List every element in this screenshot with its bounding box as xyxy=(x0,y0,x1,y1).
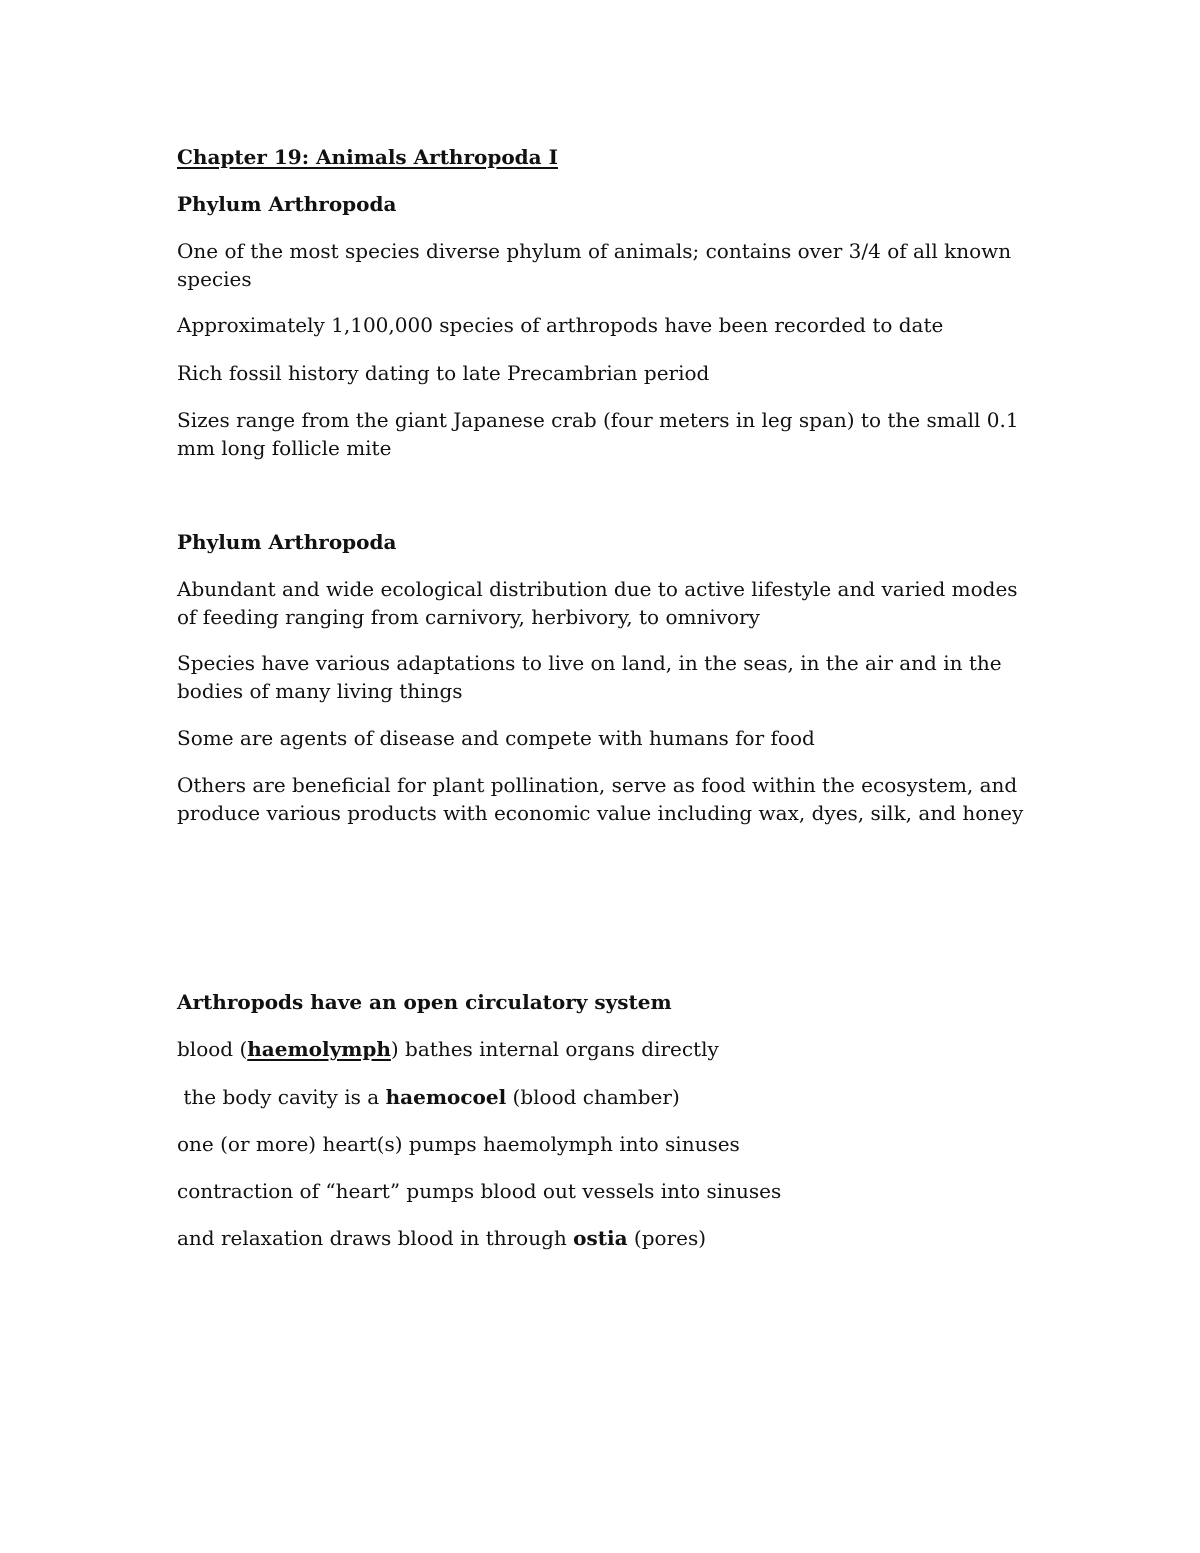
text-fragment: blood ( xyxy=(177,1037,248,1061)
circulatory-line-haemolymph xyxy=(177,1035,1037,1063)
term-haemocoel: haemocoel xyxy=(385,1085,507,1109)
section-heading: Phylum Arthropoda xyxy=(177,192,397,216)
text-fragment: the body cavity is a xyxy=(177,1085,386,1109)
circulatory-line-haemocoel xyxy=(177,1083,1037,1111)
section-heading: Phylum Arthropoda xyxy=(177,530,397,554)
term-haemolymph: haemolymph xyxy=(247,1037,391,1061)
paragraph: One of the most species diverse phylum of animals; contains over 3/4 of all known species xyxy=(177,239,1012,291)
term-ostia: ostia xyxy=(573,1226,628,1250)
circulatory-line-heart: one (or more) heart(s) pumps haemolymph into sinuses xyxy=(177,1132,740,1156)
paragraph: Rich fossil history dating to late Precambrian period xyxy=(177,361,710,385)
paragraph: Abundant and wide ecological distribution due to active lifestyle and varied modes of feeding ranging from carnivory, herbivory, to omnivory xyxy=(177,577,1018,629)
chapter-title: Chapter 19: Animals Arthropoda I xyxy=(177,145,558,169)
text-fragment: and relaxation draws blood in through xyxy=(177,1226,574,1250)
paragraph: Sizes range from the giant Japanese crab (four meters in leg span) to the small 0.1 mm long follicle mite xyxy=(177,408,1019,460)
section-heading: Arthropods have an open circulatory system xyxy=(177,990,672,1014)
paragraph: Species have various adaptations to live on land, in the seas, in the air and in the bodies of many living things xyxy=(177,651,1002,703)
circulatory-line-contraction: contraction of “heart” pumps blood out vessels into sinuses xyxy=(177,1179,782,1203)
paragraph: Approximately 1,100,000 species of arthropods have been recorded to date xyxy=(177,313,944,337)
text-fragment: (blood chamber) xyxy=(506,1085,680,1109)
text-fragment: (pores) xyxy=(627,1226,707,1250)
circulatory-line-ostia xyxy=(177,1224,1037,1252)
paragraph: Some are agents of disease and compete with humans for food xyxy=(177,726,815,750)
paragraph: Others are beneficial for plant pollination, serve as food within the ecosystem, and produce various products with economic value including wax, dyes, silk, and honey xyxy=(177,773,1024,825)
text-fragment: ) bathes internal organs directly xyxy=(390,1037,719,1061)
